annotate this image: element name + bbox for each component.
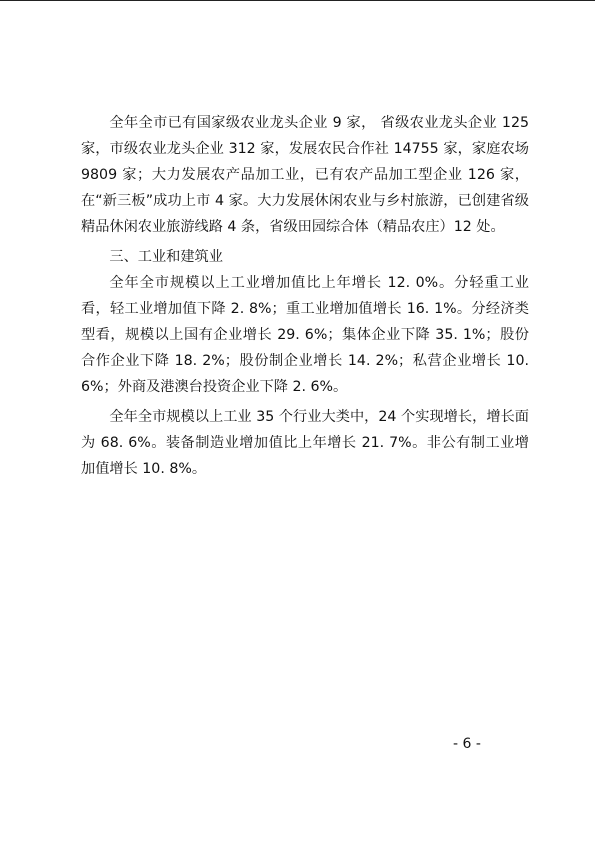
section-heading-industry: 三、工业和建筑业 <box>109 249 223 265</box>
document-body <box>81 110 529 482</box>
page-top-border <box>0 0 595 1</box>
paragraph-industrial-growth: 全年全市规模以上工业增加值比上年增长 12. 0%。分轻重工业看，轻工业增加值下降 2. 8%；重工业增加值增长 16. 1%。分经济类型看，规模以上国有企业增长 29. 6%；集体企业下降 35. 1%；股份合作企业下降 18. 2%；股份制企业增长 14. 2%；私营企业增长 10. 6%；外商及港澳台投资企业下降 2. 6%。 <box>81 275 529 395</box>
paragraph-agriculture: 全年全市已有国家级农业龙头企业 9 家， 省级农业龙头企业 125 家，市级农业龙头企业 312 家，发展农民合作社 14755 家，家庭农场 9809 家；大力发展农产品加工业，已有农产品加工型企业 126 家，在“新三板”成功上市 4 家。大力发展休闲农业与乡村旅游，已创建省级精品休闲农业旅游线路 4 条，省级田园综合体（精品农庄）12 处。 <box>81 115 529 235</box>
page-number: - 6 - <box>453 736 481 752</box>
paragraph-industry-sectors: 全年全市规模以上工业 35 个行业大类中，24 个实现增长，增长面为 68. 6%。装备制造业增加值比上年增长 21. 7%。非公有制工业增加值增长 10. 8%。 <box>81 409 529 477</box>
